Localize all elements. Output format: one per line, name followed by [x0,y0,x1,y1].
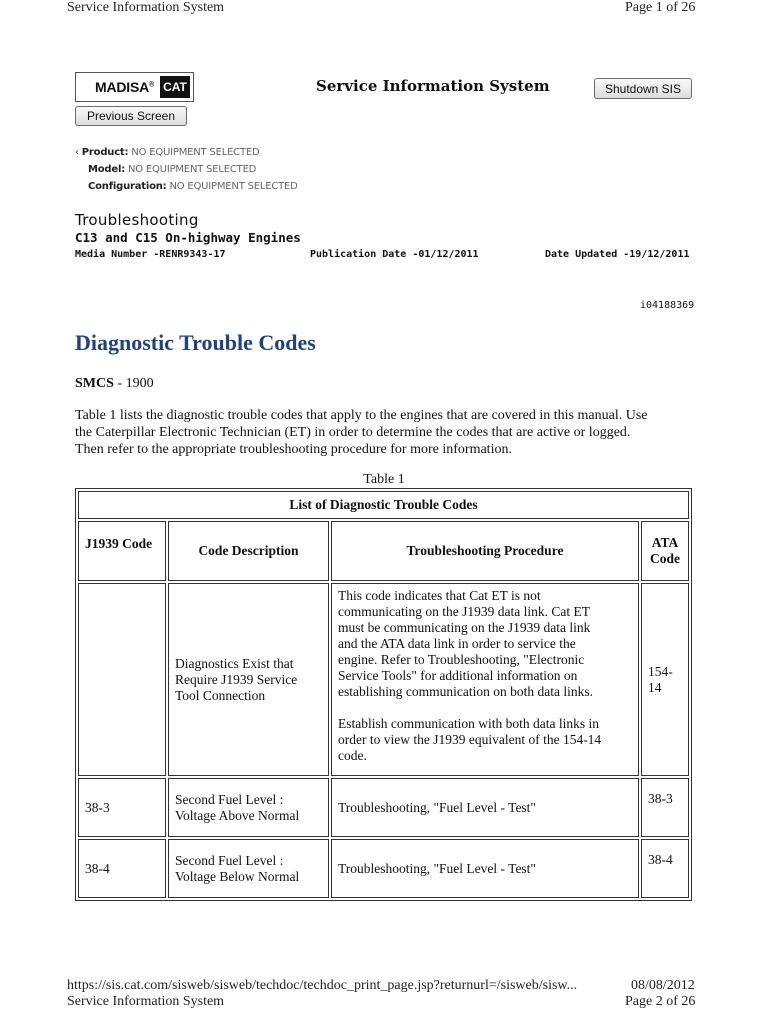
product-label: Product: [81,147,129,158]
print-footer-url: https://sis.cat.com/sisweb/sisweb/techdoc/techdoc_print_page.jsp?returnurl=/sisweb/sisw... [67,978,578,993]
date-updated: Date Updated -19/12/2011 [545,249,690,260]
document-title: Troubleshooting [75,211,199,229]
print-footer-date: 08/08/2012 [631,978,695,993]
previous-screen-button[interactable]: Previous Screen [75,106,187,126]
print-footer-system: Service Information System [67,994,225,1009]
publication-date: Publication Date -01/12/2011 [310,249,479,260]
print-header-page: Page 1 of 26 [625,0,696,15]
dtc-table-wrapper [75,488,692,901]
cell-ata: 154- 14 [641,583,689,776]
intro-paragraph [75,407,700,458]
cell-procedure: Troubleshooting, "Fuel Level - Test" [331,839,639,898]
table-row [78,839,689,898]
sis-title: Service Information System [316,77,550,95]
cell-j1939: 38-3 [78,778,166,837]
cell-description: Second Fuel Level : Voltage Above Normal [168,778,329,837]
cell-ata: 38-4 [641,839,689,898]
ata-header-line: ATA [651,535,679,550]
print-header-system: Service Information System [67,0,225,15]
equipment-configuration-row [88,181,298,192]
back-chevron-icon[interactable]: ‹ [75,147,79,158]
cell-description: Diagnostics Exist that Require J1939 Service Tool Connection [168,583,329,776]
print-footer-page: Page 2 of 26 [625,994,696,1009]
configuration-label: Configuration: [88,181,167,192]
intro-line: Then refer to the appropriate troubleshooting procedure for more information. [75,442,512,457]
table-row [78,778,689,837]
document-subtitle: C13 and C15 On-highway Engines [75,230,301,245]
cell-procedure: This code indicates that Cat ET is not communicating on the J1939 data link. Cat ET must be communicating on the J1939 data link and the ATA data link in order to service the engine. Refer to Troubleshooting, "Electronic Service Tools" for additional information on establishing communication on both data links. Establish communication with both data links in order to view the J1939 equivalent of the 154-14 code. [331,583,639,776]
shutdown-sis-button[interactable]: Shutdown SIS [594,78,692,99]
madisa-logo-text: MADISA® [95,79,154,95]
product-value: NO EQUIPMENT SELECTED [131,147,260,158]
model-value: NO EQUIPMENT SELECTED [127,164,257,175]
header-ata-code [641,521,689,581]
dtc-table [75,488,692,901]
cell-description: Second Fuel Level : Voltage Below Normal [168,839,329,898]
equipment-model-row [88,164,256,175]
cell-j1939: 38-4 [78,839,166,898]
cell-j1939 [78,583,166,776]
cat-logo: CAT [160,76,190,98]
smcs-label: SMCS [75,376,114,391]
cell-ata: 38-3 [641,778,689,837]
ata-header-line: Code [650,551,681,566]
table-title: List of Diagnostic Trouble Codes [78,491,689,519]
intro-line: Table 1 lists the diagnostic trouble codes that apply to the engines that are covered in this manual. Use [75,408,648,423]
intro-line: the Caterpillar Electronic Technician (ET) in order to determine the codes that are active or logged. [75,425,631,440]
header-troubleshooting-procedure: Troubleshooting Procedure [331,521,639,581]
header-j1939-code: J1939 Code [78,521,166,581]
smcs-line [75,376,154,392]
smcs-value: - 1900 [113,376,154,391]
document-id: i04188369 [640,300,695,311]
media-number: Media Number -RENR9343-17 [75,249,226,260]
configuration-value: NO EQUIPMENT SELECTED [169,181,298,192]
equipment-product-row [75,147,260,158]
table-row [78,583,689,776]
madisa-cat-logo [75,72,194,102]
model-label: Model: [88,164,125,175]
header-code-description: Code Description [168,521,329,581]
page-heading: Diagnostic Trouble Codes [75,330,316,355]
table-caption: Table 1 [363,472,405,487]
cell-procedure: Troubleshooting, "Fuel Level - Test" [331,778,639,837]
